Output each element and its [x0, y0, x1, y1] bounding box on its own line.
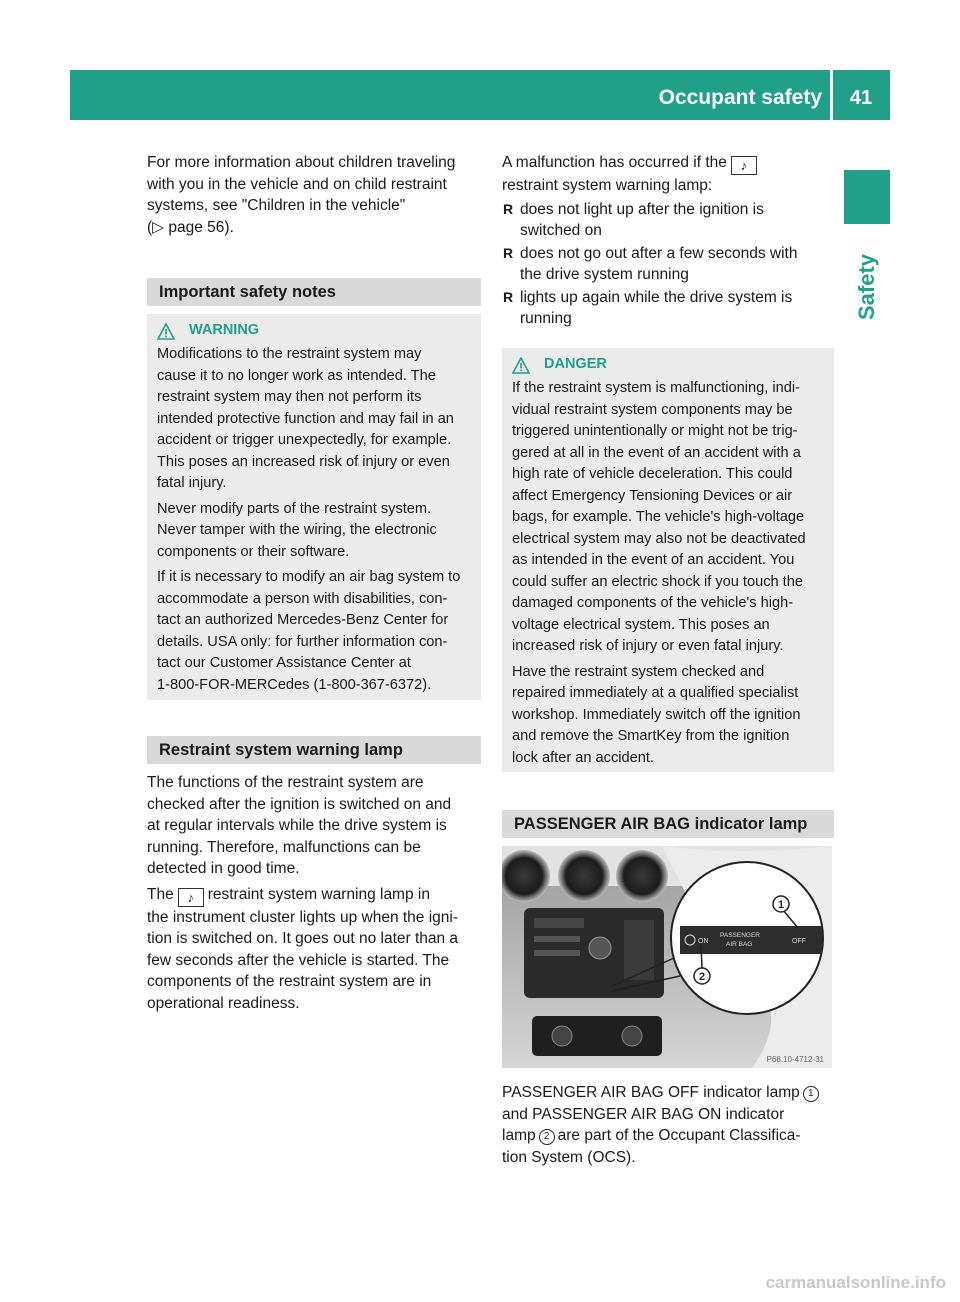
text-line: The functions of the restraint system are	[147, 774, 424, 791]
callout-2-label: 2	[698, 971, 706, 983]
text-line: checked after the ignition is switched on and	[147, 795, 452, 813]
text-line: accommodate a person with disabilities, con-	[157, 590, 448, 607]
text-line: tact our Customer Assistance Center at	[157, 655, 411, 671]
text-line	[502, 1125, 834, 1147]
text-line: lights up again while the drive system is	[520, 288, 793, 306]
text-fragment: A malfunction has occurred if the	[502, 154, 727, 171]
text-line: systems, see "Children in the vehicle"	[147, 197, 406, 214]
warning-label: WARNING	[189, 322, 260, 339]
text-fragment: The	[147, 885, 174, 903]
photo-caption	[502, 1082, 834, 1172]
text-line: tact an authorized Mercedes-Benz Center for	[157, 612, 449, 628]
text-line: If the restraint system is malfunctioning, indi-	[512, 380, 800, 396]
list-item	[502, 287, 834, 330]
warning-triangle-icon	[512, 357, 530, 374]
callout-2-icon: 2	[539, 1129, 555, 1145]
text-line: detected in good time.	[147, 860, 300, 877]
text-line: bags, for example. The vehicle's high-voltage	[512, 509, 805, 525]
text-line: Have the restraint system checked and	[512, 663, 765, 680]
callout-1-label: 1	[777, 899, 785, 911]
text-line: repaired immediately at a qualified specialist	[512, 685, 799, 701]
chapter-tab-marker	[844, 170, 890, 224]
text-line: lock after an accident.	[512, 749, 654, 766]
panel-label: AIR BAG	[726, 941, 753, 948]
text-line: running	[520, 310, 572, 327]
text-line: tion is switched on. It goes out no later than a	[147, 930, 459, 947]
text-line: electrical system may also not be deactivated	[512, 530, 806, 547]
text-line: could suffer an electric shock if you touch the	[512, 573, 803, 590]
air-vent	[616, 850, 668, 902]
section-heading-important-safety-notes: Important safety notes	[147, 278, 481, 306]
section-heading-restraint-system-warning-lamp: Restraint system warning lamp	[147, 736, 481, 764]
text-line: does not go out after a few seconds with	[520, 244, 798, 262]
warning-box	[147, 314, 481, 700]
text-line: does not light up after the ignition is	[520, 200, 764, 218]
text-line: increased risk of injury or even fatal injury.	[512, 638, 784, 654]
text-fragment: restraint system warning lamp in	[207, 885, 430, 903]
text-line: high rate of vehicle deceleration. This could	[512, 466, 793, 482]
text-line: components of the restraint system are in	[147, 973, 432, 990]
text-line: If it is necessary to modify an air bag system to	[157, 569, 461, 585]
body-paragraph	[147, 884, 481, 1015]
text-line: 1-800-FOR-MERCedes (1-800-367-6372).	[157, 676, 432, 693]
text-line: affect Emergency Tensioning Devices or air	[512, 487, 793, 504]
text-line: intended protective function and may fail in an	[157, 410, 454, 427]
watermark: carmanualsonline.info	[765, 1273, 946, 1292]
text-line: with you in the vehicle and on child restraint	[147, 175, 447, 193]
body-paragraph	[147, 772, 481, 880]
text-line: triggered unintentionally or might not be trig-	[512, 423, 798, 439]
text-line: restraint system warning lamp:	[502, 177, 713, 194]
text-line: operational readiness.	[147, 994, 300, 1012]
restraint-warning-lamp-icon: ♪	[731, 156, 757, 175]
text-line: restraint system may then not perform its	[157, 389, 422, 405]
text-line: workshop. Immediately switch off the ignition	[512, 706, 801, 723]
text-line: accident or trigger unexpectedly, for example.	[157, 432, 452, 448]
panel-label: PASSENGER	[720, 932, 760, 939]
danger-title	[512, 354, 824, 376]
dashboard-photo	[502, 846, 832, 1068]
text-line: details. USA only: for further information con-	[157, 633, 448, 650]
danger-label: DANGER	[544, 356, 607, 373]
warning-paragraph	[157, 567, 471, 696]
text-line: Never tamper with the wiring, the electronic	[157, 522, 437, 538]
danger-paragraph	[512, 378, 824, 658]
malfunction-paragraph	[502, 152, 834, 331]
text-line	[502, 1082, 834, 1104]
text-line: switched on	[520, 222, 602, 239]
text-line: the instrument cluster lights up when the igni-	[147, 908, 459, 926]
callout-1-icon: 1	[803, 1086, 819, 1102]
text-line: gered at all in the event of an accident with a	[512, 444, 801, 461]
warning-paragraph	[157, 344, 471, 495]
text-line: the drive system running	[520, 266, 689, 283]
text-line: This poses an increased risk of injury or even	[157, 453, 450, 470]
page-number: 41	[849, 87, 873, 109]
chapter-tab-label: Safety	[854, 253, 879, 321]
text-line: and PASSENGER AIR BAG ON indicator	[502, 1105, 785, 1123]
text-fragment: lamp	[502, 1127, 536, 1144]
restraint-lamp-body	[147, 772, 481, 1014]
warning-paragraph	[157, 499, 471, 564]
text-fragment: are part of the Occupant Classifica-	[557, 1127, 801, 1144]
text-line: at regular intervals while the drive system is	[147, 817, 447, 834]
warning-triangle-icon	[157, 323, 175, 340]
text-line: components or their software.	[157, 543, 350, 560]
text-line: Modifications to the restraint system may	[157, 346, 422, 362]
malfunction-list	[502, 199, 834, 330]
text-line: running. Therefore, malfunctions can be	[147, 838, 421, 856]
text-line	[502, 152, 834, 175]
restraint-warning-lamp-icon: ♪	[178, 888, 204, 907]
text-line: vidual restraint system components may be	[512, 401, 793, 418]
section-heading-passenger-air-bag-indicator-lamp: PASSENGER AIR BAG indicator lamp	[502, 810, 834, 838]
list-item	[502, 243, 834, 286]
page-title: Occupant safety	[658, 86, 822, 109]
on-indicator-label: ON	[698, 938, 709, 945]
text-line: fatal injury.	[157, 475, 227, 491]
chapter-tab	[842, 232, 892, 342]
text-line: cause it to no longer work as intended. The	[157, 367, 436, 384]
text-line: tion System (OCS).	[502, 1148, 636, 1166]
text-line: as intended in the event of an accident. You	[512, 552, 795, 568]
danger-box	[502, 348, 834, 772]
text-fragment: PASSENGER AIR BAG OFF indicator lamp	[502, 1084, 800, 1101]
text-line: few seconds after the vehicle is started. The	[147, 951, 450, 969]
danger-paragraph	[512, 662, 824, 770]
text-line: For more information about children traveling	[147, 154, 456, 171]
intro-paragraph	[147, 152, 481, 238]
control-knob	[589, 937, 611, 959]
list-item	[502, 199, 834, 242]
text-line: voltage electrical system. This poses an	[512, 616, 770, 633]
air-vent	[558, 850, 610, 902]
figure-code: P68.10-4712-31	[766, 1055, 824, 1064]
text-line: damaged components of the vehicle's high-	[512, 595, 794, 611]
left-column	[147, 152, 481, 1032]
header-divider	[830, 70, 833, 120]
warning-title	[157, 320, 471, 342]
off-indicator-label: OFF	[792, 938, 806, 945]
page-reference-link[interactable]: (▷ page 56).	[147, 218, 234, 236]
text-line: Never modify parts of the restraint system.	[157, 500, 432, 517]
text-line: and remove the SmartKey from the ignition	[512, 728, 790, 744]
